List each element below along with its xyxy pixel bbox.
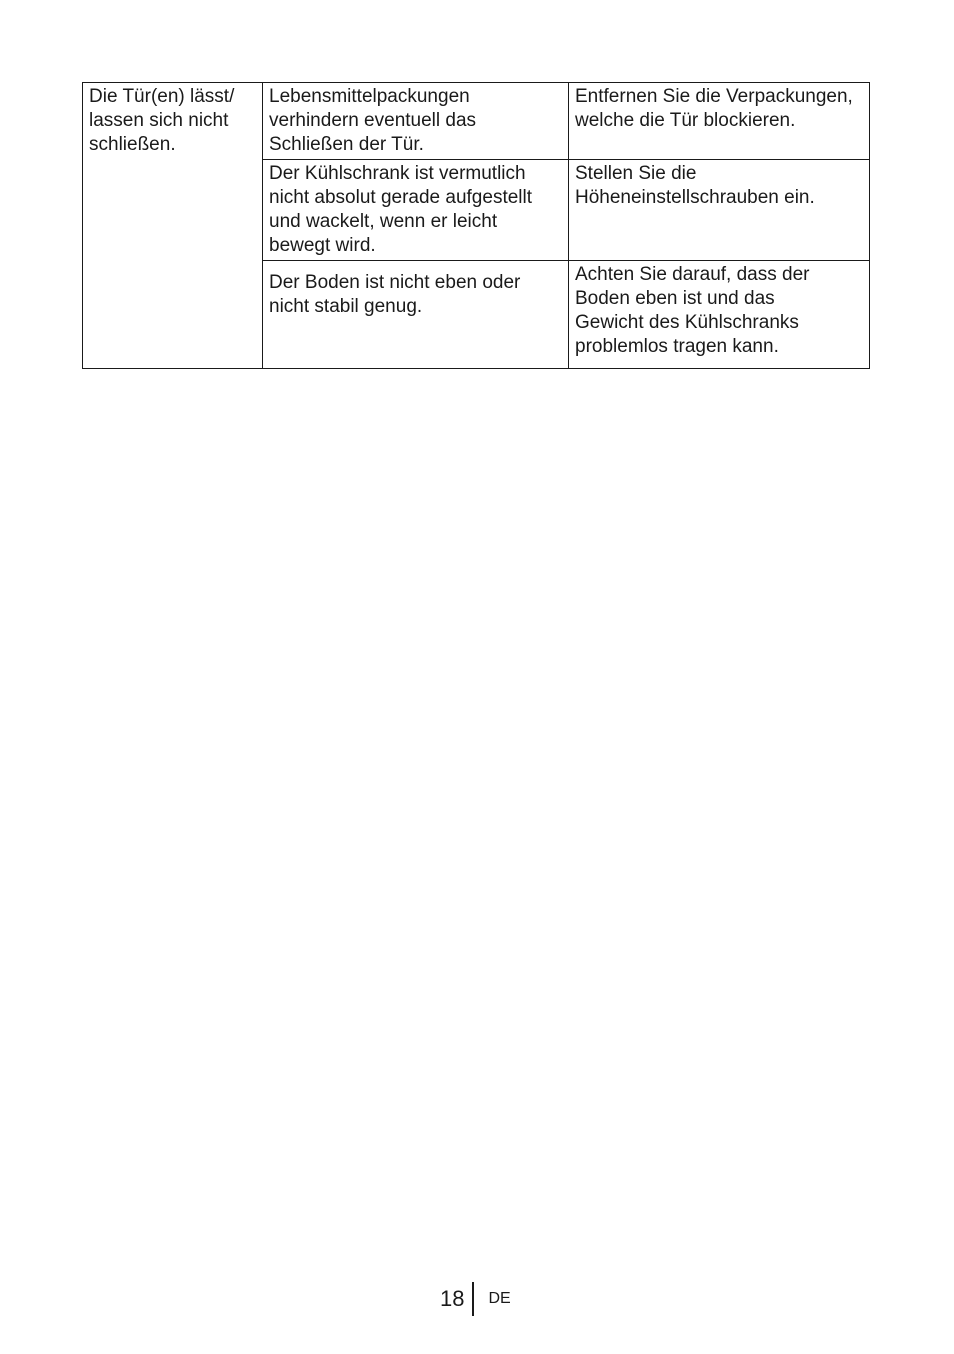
cause-cell: Der Kühlschrank ist vermutlich nicht absolut gerade aufgestellt und wackelt, wenn er leicht bewegt wird. [263,160,569,261]
problem-cell: Die Tür(en) lässt/ lassen sich nicht schließen. [83,83,263,369]
remedy-cell: Stellen Sie die Höheneinstellschrauben ein. [569,160,870,261]
cause-cell: Der Boden ist nicht eben oder nicht stabil genug. [263,261,569,369]
language-code: DE [488,1290,511,1307]
page-footer [440,1282,511,1316]
page-number: 18 [440,1286,465,1311]
cause-cell: Lebensmittelpackungen verhindern eventuell das Schließen der Tür. [263,83,569,160]
troubleshooting-table [82,82,870,369]
remedy-cell: Achten Sie darauf, dass der Boden eben ist und das Gewicht des Kühlschranks problemlos tragen kann. [569,261,870,369]
remedy-cell: Entfernen Sie die Verpackungen, welche die Tür blockieren. [569,83,870,160]
footer-divider [472,1282,474,1316]
table-row [83,83,870,160]
